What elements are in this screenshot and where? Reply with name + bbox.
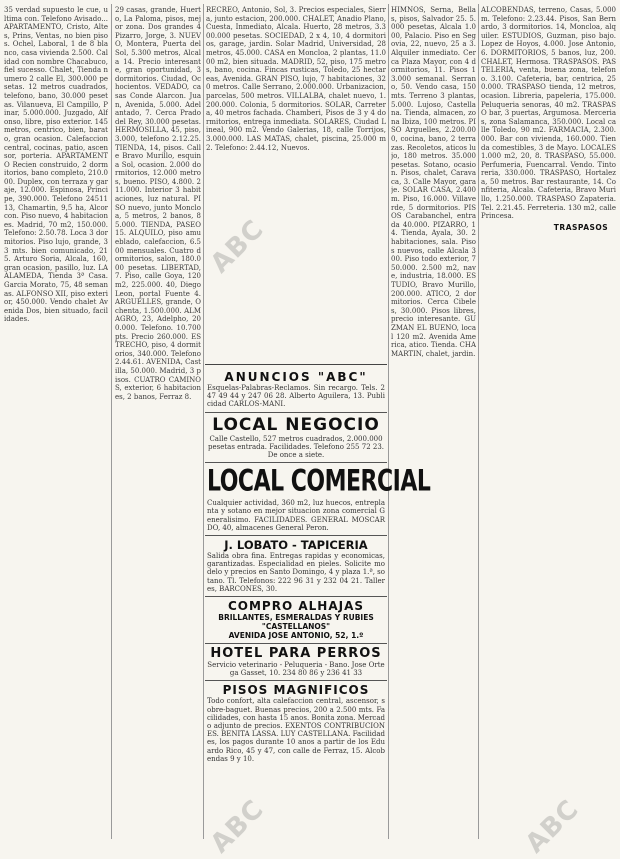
column-rule xyxy=(388,4,389,839)
classified-column-4 xyxy=(391,6,476,837)
ad-heading: ANUNCIOS "ABC" xyxy=(224,370,368,384)
abc-watermark: ABC xyxy=(205,794,271,859)
column-rule xyxy=(111,4,112,839)
abc-watermark: ABC xyxy=(205,214,271,280)
ad-body: Calle Castello, 527 metros cuadrados, 2.000.000 pesetas entrada. Facilidades. Telefono 255 72 23. De once a siete. xyxy=(207,434,384,460)
traspasos-heading: TRASPASOS xyxy=(553,223,609,232)
classified-column-5 xyxy=(481,6,616,837)
ad-line: BRILLANTES, ESMERALDAS Y RUBIES xyxy=(218,613,374,623)
ad-anuncios-abc xyxy=(205,368,387,413)
ad-local-negocio xyxy=(205,413,387,464)
ad-body: Salida obra fina. Entregas rapidas y economicas, garantizadas. Especialidad en pieles. Solicite modelo y precios en Santo Domingo, 4 y plaza 1.ª, sotano. Tl. Telefonos: 222 96 31 y 232 04 21. Talleres, BARCONES, 30. xyxy=(207,552,385,593)
classified-text: RECREO, Antonio, Sol, 3. Precios especiales, Sierra, junto estacion, 200.000. CHALET, Anadio Plano, Cuesta, Inmediato, Alcala. Huerto, 28 metros, 3.300.000 pesetas. SOCIEDAD, 2 x 4, 10, 4 dormitorios, garage, jardin. Solar Madrid, Universidad, 28 metros, 45.000. CASA en Moncloa, 2 plantas, 11.000 m2, bien situada. MADRID, 52, piso, 175 metros, bano, cocina. Fincas rusticas, Toledo, 25 hectareas, Avenida. GRAN PISO, lujo, 7 habitaciones, 320 metros. Calle Serrano, 2.000.000. Urbanizacion, parcelas, 500 metros. VILLALBA, chalet nuevo, 1.200.000. Colonia, 5 dormitorios. SOLAR, Carretera, 40 metros fachada. Chamberi, Pisos de 3 y 4 dormitorios, entrega inmediata. SOLARES, Ciudad Lineal, 900 m2. Vendo Galerias, 18, calle Torrijos, 3.000.000. LAS MATAS, chalet, piscina, 25.000 m2. Telefono: 2.44.12, Nuevos. xyxy=(206,6,386,152)
classified-column-1 xyxy=(4,6,108,837)
column-rule xyxy=(203,4,204,839)
abc-watermark: ABC xyxy=(520,794,586,859)
ad-hotel-perros xyxy=(205,644,387,681)
ad-body: Esquelas-Palabras-Reclamos. Sin recargo. Tels. 247 49 44 y 247 06 28. Alberto Aguilera, 13. Publicidad CARLOS-MANI. xyxy=(207,384,385,409)
ad-heading: LOCAL NEGOCIO xyxy=(212,414,380,435)
ad-heading: COMPRO ALHAJAS xyxy=(227,599,365,614)
ad-heading: LOCAL COMERCIAL xyxy=(207,464,431,499)
classified-column-2 xyxy=(115,6,201,837)
ad-body: Servicio veterinario - Peluqueria - Bano. Jose Ortega Gasset, 10. 234 80 86 y 236 41 33 xyxy=(207,661,385,678)
ad-heading: HOTEL PARA PERROS xyxy=(210,646,382,662)
ad-heading: J. LOBATO - TAPICERIA xyxy=(224,538,368,553)
section-divider xyxy=(205,364,387,365)
classified-text: ALCOBENDAS, terreno, Casas, 5.000 m. Telefono: 2.23.44. Pisos, San Bernardo, 3 dormitorios. 14, Moncloa, alquiler. ESTUDIOS, Guzman, piso bajo. Lopez de Hoyos, 4.000. Jose Antonio, 6. DORMITORIOS, 5 banos, luz, 200. CHALET, Hermosa. TRASPASOS. PASTELERIA, venta, buena zona, telefono. 3.100. Cafeteria, bar, centrica, 250.000. TRASPASO tienda, 12 metros, ocasion. Libreria, papeleria, 175.000. Peluqueria senoras, 40 m2. TRASPASO bar, 3 puertas, Argumosa. Mercerias, zona Salamanca, 350.000. Local calle Toledo, 90 m2. FARMACIA, 2.300.000. Bar con vivienda, 160.000. Tienda comestibles, 3 de Mayo. LOCALES 1.000 m2, 20, 8. TRASPASO, 55.000. Perfumeria, Fuencarral. Vendo. Tintoreria, 330.000. TRASPASO, Hortaleza, 50 metros. Bar restaurante, 14. Confiteria, Alcala. Cafeteria, Bravo Murillo, 1.250.000. TRASPASO Zapateria. Tel. 2.21.45. Ferreteria. 130 m2, calle Princesa. xyxy=(481,6,616,221)
ad-line: "CASTELLANOS" xyxy=(261,622,331,632)
column-rule xyxy=(478,4,479,839)
ad-body: Cualquier actividad, 360 m2, luz huecos, entreplanta y sotano en mejor situacion zona comercial Generalisimo. FACILIDADES. GENERAL MOSCARDO, 40, almacenes General Peron. xyxy=(207,499,385,532)
classified-column-center xyxy=(206,6,386,362)
ad-line: AVENIDA JOSE ANTONIO, 52, 1.º xyxy=(228,631,364,641)
ad-local-comercial xyxy=(205,463,431,536)
ad-heading: PISOS MAGNIFICOS xyxy=(222,683,370,698)
display-ads xyxy=(205,368,431,766)
ad-pisos-magnificos xyxy=(205,681,387,766)
classified-text: 29 casas, grande, Huerto, La Paloma, pisos, mejor zona. Dos grandes 4 Pizarro, Jorge, 3. NUEVO, Montera, Puerta del Sol, 5.300 metros, Alcala 14. Precio interesante, gran oportunidad, 3 dormitorios. Ciudad, Ochocientos. VEDADO, casas Conde Alarcon. Juan, Avenida, 5.000. Adelantado, 7. Cerca Prado del Rey, 30.000 pesetas. HERMOSILLA, 45, piso, 3.000, telefono 2.12.25. TIENDA, 14, pisos. Calle Bravo Murillo, esquina Sol, ocasion. 2.000 dormitorios, 12.000 metros, bueno. PISO, 4.800. 211.000. Interior 3 habitaciones, luz natural. PISO nuevo, junto Moncloa, 5 metros, 2 banos, 85.000. TIENDA, PASEO 15. ALQUILO, piso amueblado, calefaccion, 6.500 mensuales. Cuatro dormitorios, salon, 180.000 pesetas. LIBERTAD, 7. Piso, calle Goya, 120 m2, 225.000. 40, Diego Leon, portal Fuente 4. ARGUELLES, grande, Ochenta, 1.500.000. ALMAGRO, 23, Adelpho, 200.000. Telefono. 10.700 pts. Precio 260.000. ESTRECHO, piso, 4 dormitorios, 340.000. Telefono 2.44.61. AVENIDA, Castilla, 50.000. Madrid, 3 pisos. CUATRO CAMINOS, exterior, 6 habitaciones, 2 banos, Ferraz 8. xyxy=(115,6,201,401)
ad-body: Todo confort, alta calefaccion central, ascensor, sobre-baguet. Buenas precios, 200 a 2.500 mts. Facilidades, con hasta 15 anos. Bonita zona. Mercado adjunto de precios. EXENTOS CONTRIBUCIONES. BENITA LASSA. LUY CASTELLANA. Facilidades, los pagos durante 10 anos a partir de los Eduardo Rico, 45 y 47, con calle de Ferraz, 15. Alcobendas 9 y 10. xyxy=(207,697,385,763)
classified-text: 35 verdad supuesto le cue, ultima con. Telefono Avisado... APARTAMENTO, Cristo, Altes, Prins, Ventas, no bien pisos. Ochel, Laboral, 1 de 8 blanco, casa vivienda 2.500. Calidad con nombre Chacabuco, fiel sucesso. Chalet, Tienda numero 2 calle El, 300.000 pesetas. 12 metros cuadrados, telefono, bano, 30.000 pesetas. Vilanueva, El Campillo, Pinar, 5.000.000. Juzgado, Alfonso, libre, piso exterior. 145 metros, centrico, bien, barato, gran ocasion. Calefaccion central, cocinas, patio, ascensor, porteria. APARTAMENTO Recien construido, 2 dormitorios, bano completo, 210.000. Duplex, con terraza y garaje, 12.000. Espinosa, Principe, 390.000. Telefono 2451113, Chamartin, 9,5 ha, Alcorcon. Piso nuevo, 4 habitaciones. Madrid, 70 m2, 150.000. Telefono: 2.50.78. Loca 3 dormitorios. Piso lujo, grande, 33 mts. bien comunicado, 215. Arturo Soria, Alcala, 160, gran ocasion, pasillo, luz. LA ALAMEDA, Tienda 3ª Casa. Garcia Morato, 75, 48 semanas. ALFONSO XII, piso exterior, 450.000. Vendo chalet Avenida Dos, bien situado, facilidades. xyxy=(4,6,108,324)
ad-lobato-tapiceria xyxy=(205,536,387,597)
ad-compro-alhajas xyxy=(205,597,387,644)
classified-text: HIMNOS, Serna, Bellas, pisos, Salvador 25. 5.000 pesetas, Alcala 1.000, Palacio. Piso en Segovia, 22, nuevo, 25 a 3. Alquiler inmediato. Cerca Plaza Mayor, con 4 dormitorios, 11. Pisos 13.000 semanal. Serrano, 50. Vendo casa, 150 mts. Terreno 3 plantas, 5.000. Lujoso, Castellana. Tienda, almacen, zona Ibiza, 100 metros. PISO Arguelles, 2.200.000, cocina, bano, 2 terrazas. Recoletos, aticos lujo, 180 metros. 35.000 pesetas. Sotano, ocasion. Pisos, chalet, Caravaca, 3. Calle Mayor, garaje. SOLAR CASA, 2.400 m. Piso, 16.000. Villaverde, 5 dormitorios. PISOS Carabanchel, entrada 40.000. PIZARRO, 14. Tienda, Ayala, 30. 2 habitaciones, sala. Pisos nuevos, calle Alcala 300. Piso todo exterior, 750.000. 2.500 m2, nave, industria, 18.000. ESTUDIO, Bravo Murillo, 200.000. ATICO, 2 dormitorios. Cerca Cibeles, 30.000. Pisos libres, precio interesante. GUZMAN EL BUENO, local 120 m2. Avenida America, atico. Tienda. CHAMARTIN, chalet, jardin. xyxy=(391,6,476,358)
